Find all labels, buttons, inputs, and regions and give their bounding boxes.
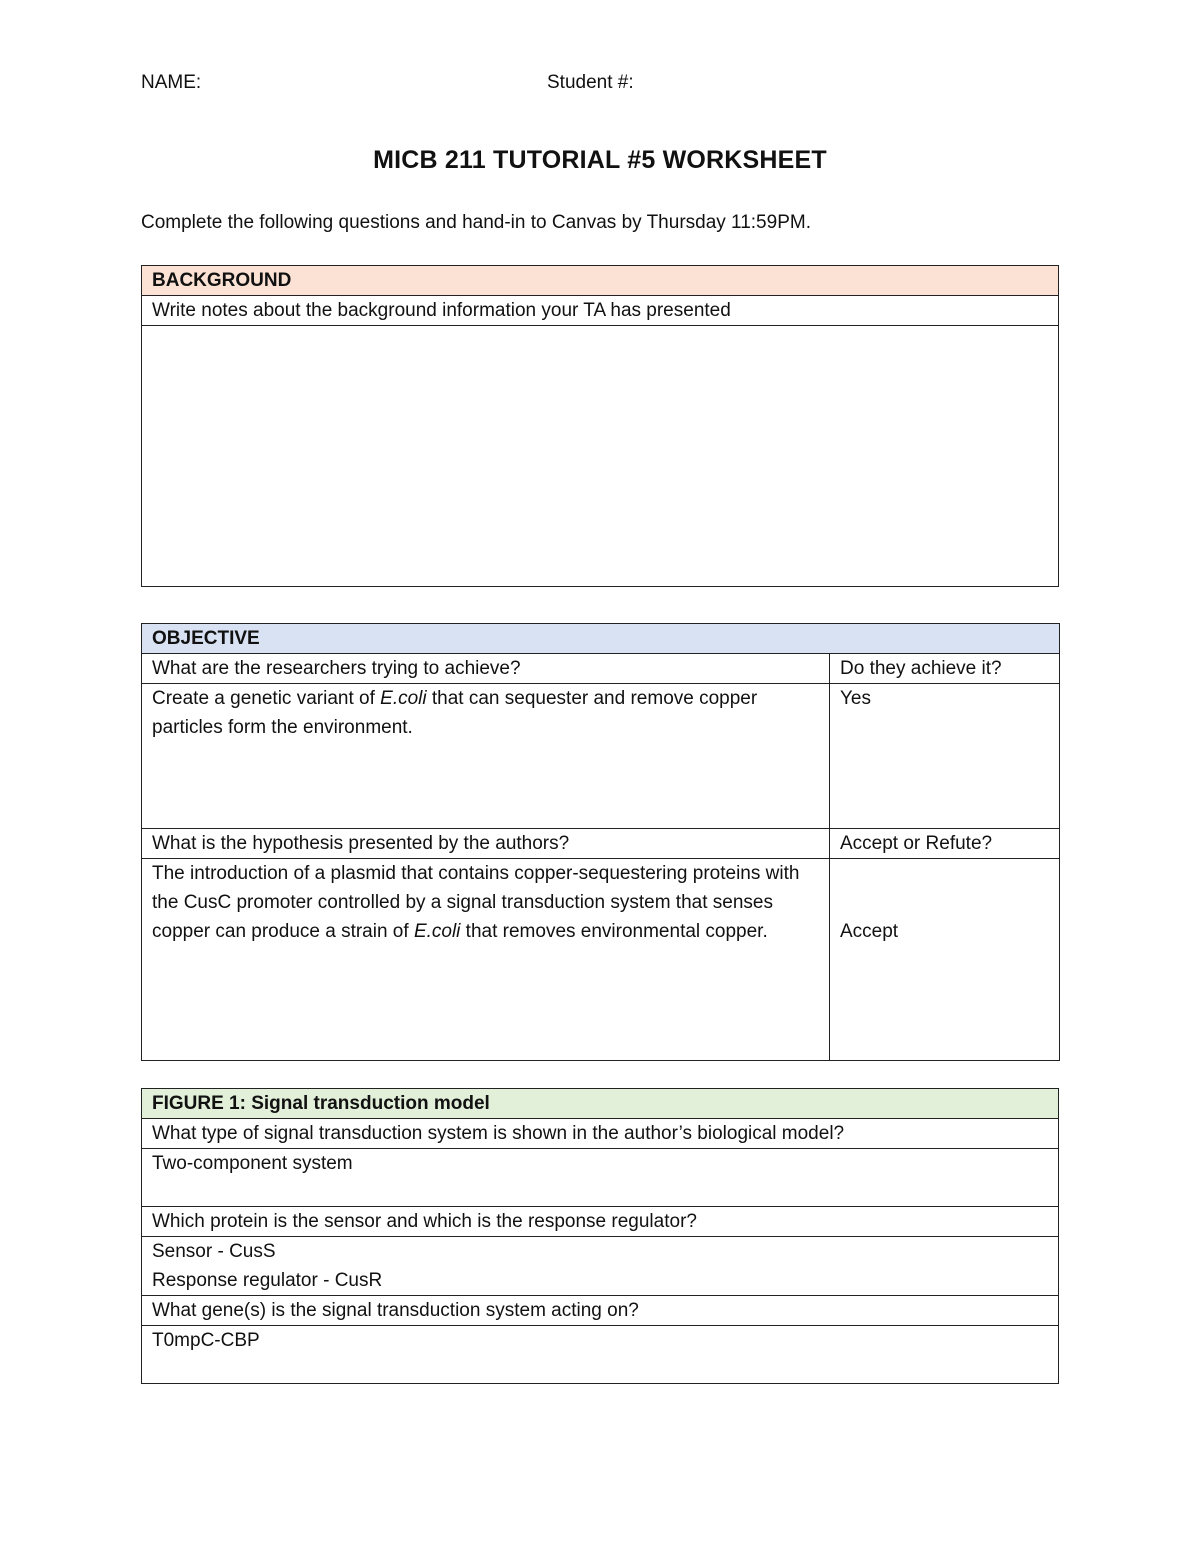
answer-1-species: E.coli [380, 688, 427, 709]
objective-answer-1-side[interactable]: Yes [830, 684, 1060, 829]
name-label: NAME: [141, 72, 202, 93]
answer-response-regulator: Response regulator - CusR [152, 1270, 383, 1291]
figure-1-table [141, 1088, 1059, 1384]
background-table [141, 265, 1059, 587]
objective-question-1-side: Do they achieve it? [830, 654, 1060, 684]
figure-1-answer-1[interactable]: Two-component system [142, 1149, 1059, 1207]
objective-question-1: What are the researchers trying to achieve? [142, 654, 830, 684]
answer-1-text-b: that can sequester and remove copper particles form the environment. [152, 688, 758, 738]
answer-sensor: Sensor - CusS [152, 1241, 276, 1262]
background-heading: BACKGROUND [142, 266, 1059, 296]
answer-1-text-a: Create a genetic variant of [152, 688, 381, 709]
background-prompt: Write notes about the background information your TA has presented [142, 296, 1059, 326]
figure-1-question-3: What gene(s) is the signal transduction system acting on? [142, 1296, 1059, 1326]
objective-heading: OBJECTIVE [142, 624, 1060, 654]
instructions-text: Complete the following questions and hand-in to Canvas by Thursday 11:59PM. [141, 212, 811, 233]
answer-2-text-a: The introduction of a plasmid that contains copper-sequestering proteins with the CusC promoter controlled by a signal transduction system that senses copper can produce a strain of [152, 863, 800, 942]
figure-1-question-1: What type of signal transduction system is shown in the author’s biological model? [142, 1119, 1059, 1149]
figure-1-answer-2[interactable] [142, 1237, 1059, 1296]
objective-answer-2[interactable] [142, 859, 830, 1061]
answer-2-text-b: that removes environmental copper. [460, 921, 768, 942]
figure-1-heading: FIGURE 1: Signal transduction model [142, 1089, 1059, 1119]
answer-2-species: E.coli [413, 921, 461, 942]
objective-answer-1[interactable] [142, 684, 830, 829]
student-number-label: Student #: [547, 72, 634, 93]
objective-table [141, 623, 1060, 1061]
page-title: MICB 211 TUTORIAL #5 WORKSHEET [373, 146, 827, 174]
background-notes-area[interactable] [142, 326, 1059, 587]
objective-answer-2-side[interactable]: Accept [830, 859, 1060, 1061]
objective-question-2-side: Accept or Refute? [830, 829, 1060, 859]
figure-1-answer-3[interactable]: T0mpC-CBP [142, 1326, 1059, 1384]
figure-1-question-2: Which protein is the sensor and which is the response regulator? [142, 1207, 1059, 1237]
objective-question-2: What is the hypothesis presented by the authors? [142, 829, 830, 859]
